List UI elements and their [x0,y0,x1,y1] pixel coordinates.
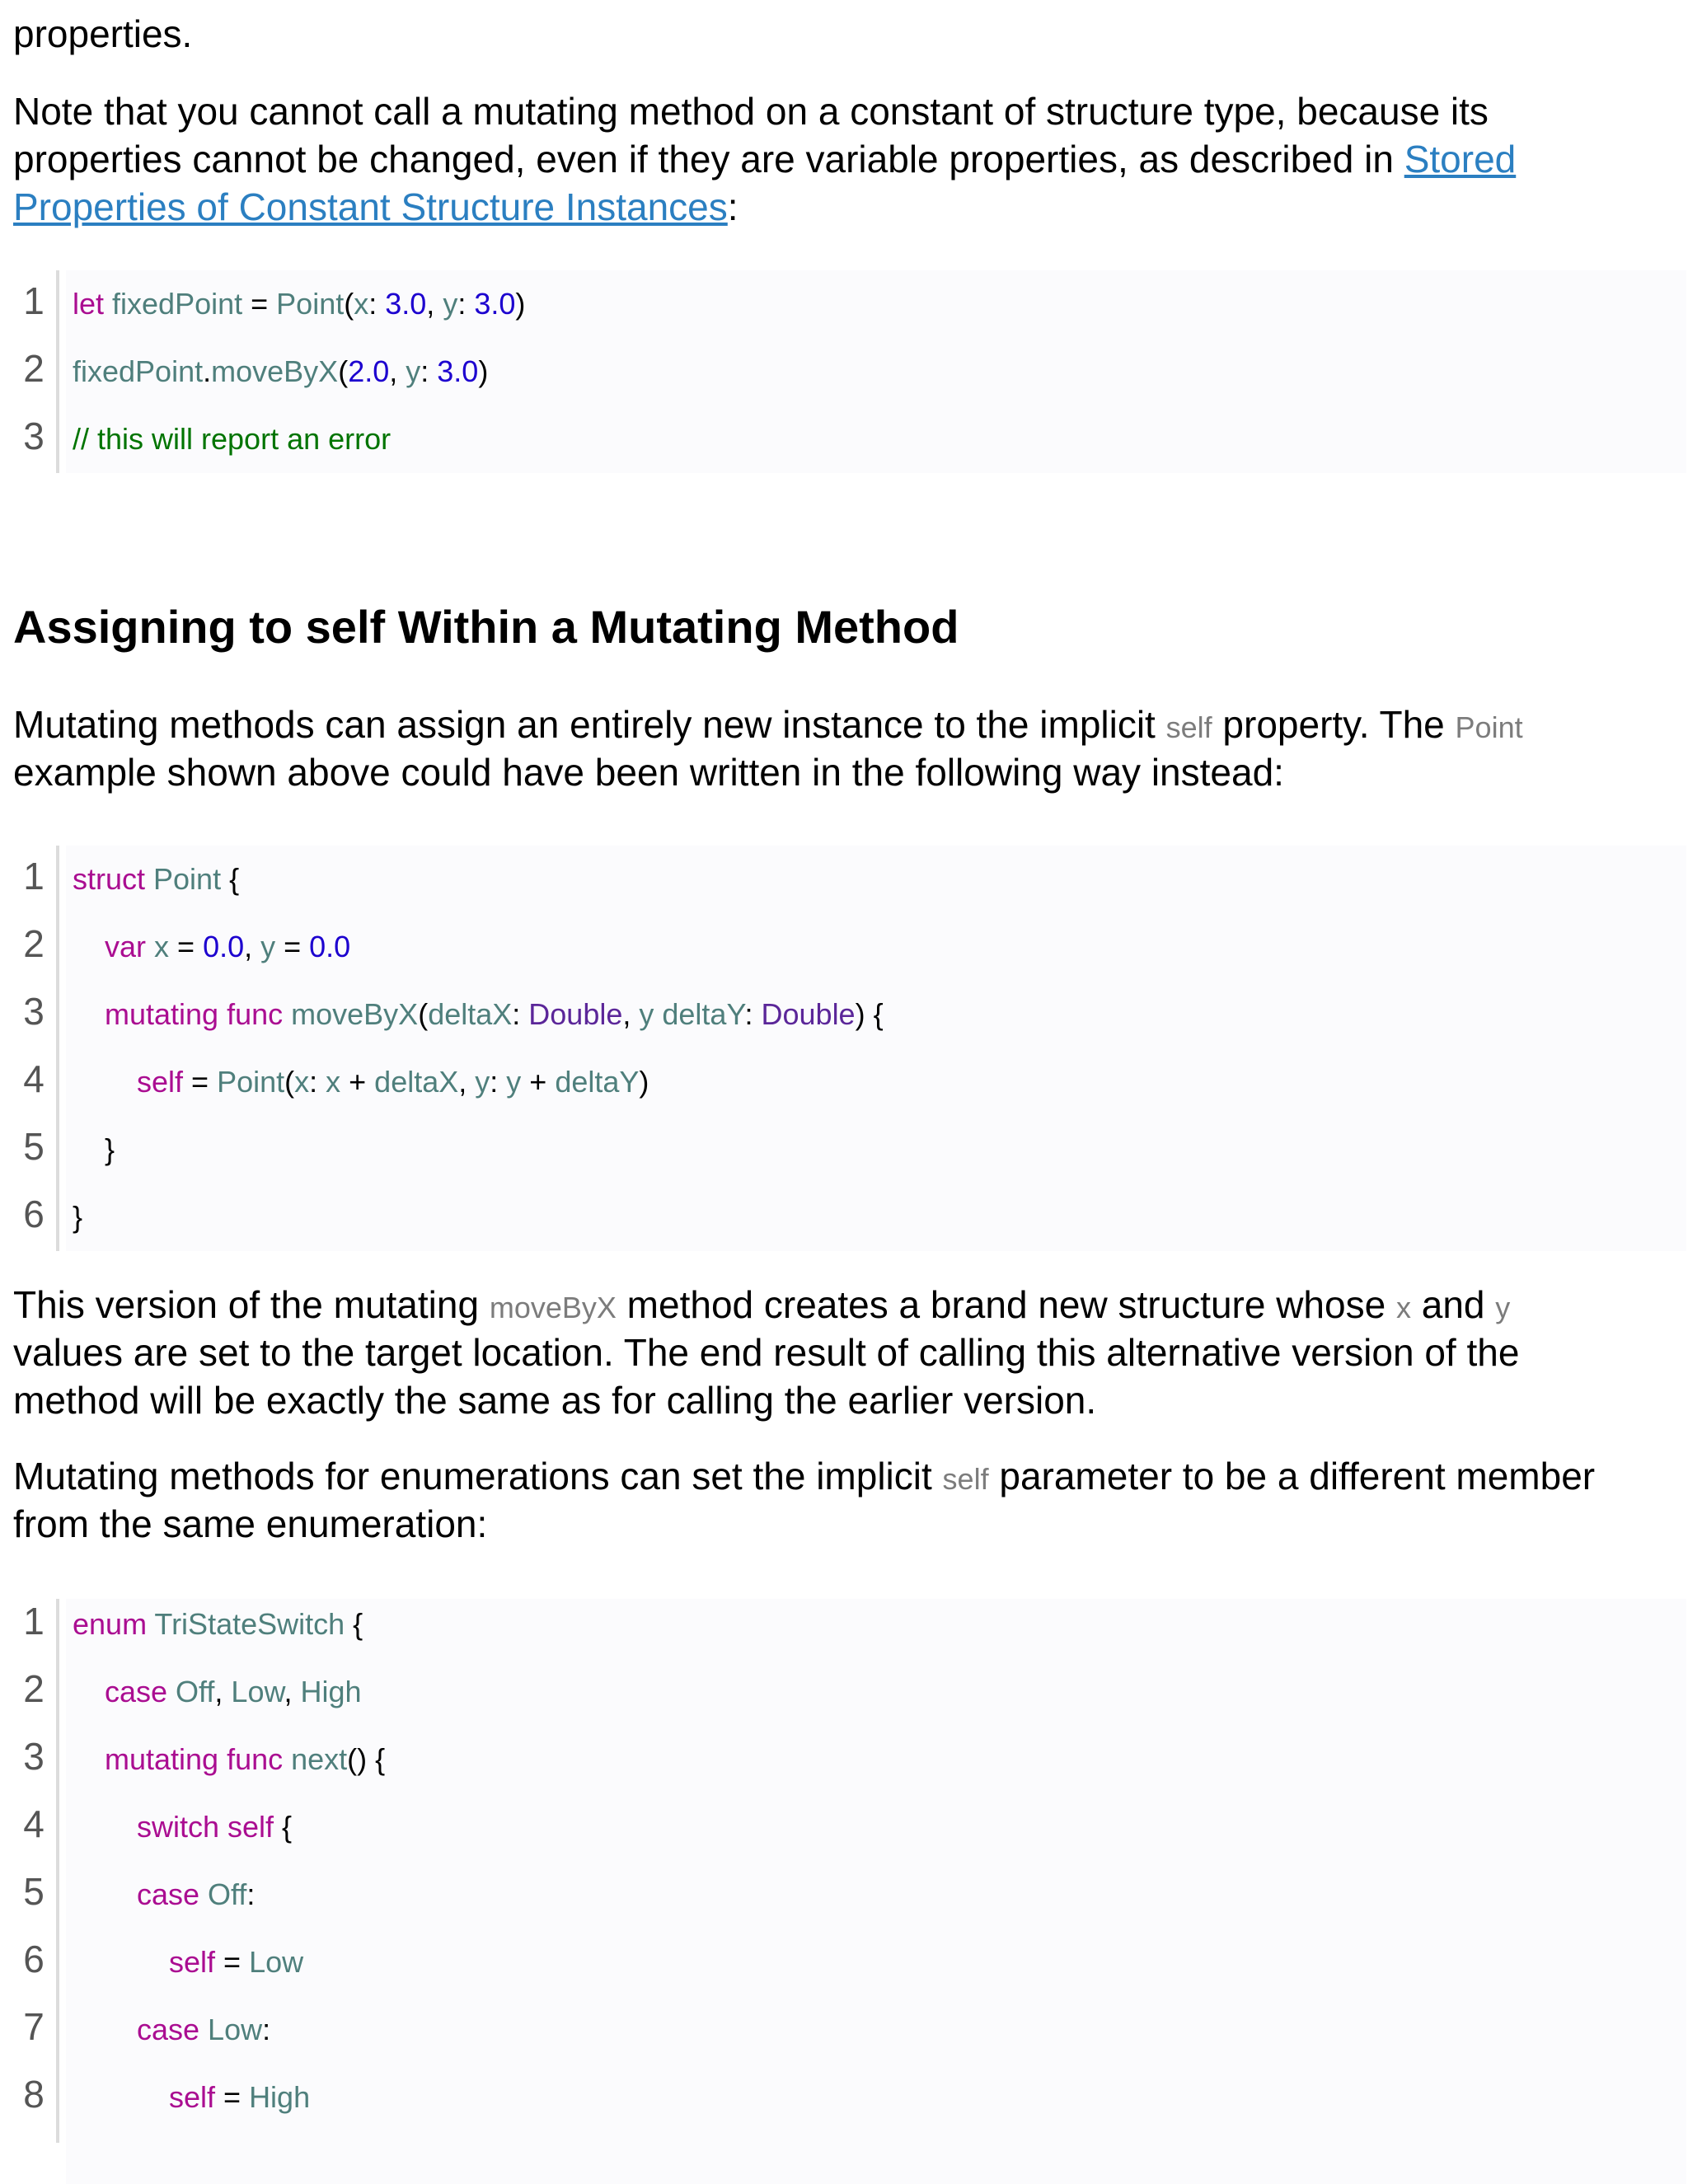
inline-code-point: Point [1455,710,1523,744]
code-token: , [244,930,261,963]
code-token: 0.0 [203,930,245,963]
code-token: : [246,1877,256,1911]
code-token: Point [145,862,222,896]
code-token: var [105,930,147,963]
inline-code-self: self [1165,710,1212,744]
code-token: self [169,2080,216,2114]
code-token: Off [167,1675,215,1708]
code-token: Point [276,287,345,321]
line-number: 2 [23,347,45,390]
code-token: + [521,1065,556,1099]
code-token: fixedPoint [104,287,243,321]
line-number: 5 [23,1870,45,1913]
code-token: { [274,1810,293,1844]
inline-code-movebyx: moveByX [489,1291,617,1324]
code-token: y deltaY [639,997,745,1031]
line-number: 1 [23,855,45,898]
code-token: deltaX [374,1065,459,1099]
code-token: moveByX [211,354,339,388]
code-token: Point [217,1065,285,1099]
paragraph-text: method creates a brand new structure whose [616,1283,1396,1326]
code-line [73,287,525,321]
code-token: mutating func [105,1742,284,1776]
code-token: + [340,1065,375,1099]
code-token: 3.0 [474,287,516,321]
code-token: , [458,1065,476,1099]
code-token: : [490,1065,507,1099]
line-number: 6 [23,1193,45,1235]
enum-paragraph-line-2: from the same enumeration: [13,1502,488,1545]
code-token: TriStateSwitch [147,1607,345,1641]
paragraph-text: property. The [1212,703,1456,746]
code-token: 3.0 [437,354,479,388]
code-token: ) [478,354,489,388]
code-token: : [457,287,475,321]
code-token: x [146,930,170,963]
code-token: y [443,287,458,321]
code-token: Off [199,1877,247,1911]
stored-properties-link-part-2[interactable]: Properties of Constant Structure Instances [13,185,728,228]
code-line [137,2013,270,2047]
code-token: , [284,1675,301,1708]
code-line [137,1065,649,1099]
code-line [169,1945,303,1980]
code-token: , [389,354,406,388]
code-token: case [105,1675,168,1708]
code-token: = [169,930,204,963]
version-paragraph-line-1 [13,1281,1510,1332]
code-token: next [283,1742,348,1776]
code-token: x [294,1065,310,1099]
code-gutter [56,1599,59,2143]
code-closing-brace: } [73,1200,83,1234]
code-token: Low [231,1675,284,1708]
code-token: { [345,1607,363,1641]
code-token: : [512,997,529,1031]
code-token: case [137,1877,200,1911]
code-token: ( [284,1065,295,1099]
code-token: let [73,287,105,321]
code-token: ( [418,997,429,1031]
code-token: High [249,2080,311,2114]
code-token: , [426,287,443,321]
code-token: x [326,1065,341,1099]
note-paragraph-line-2 [13,135,1516,183]
code-token: = [275,930,310,963]
code-token: y [260,930,276,963]
line-number: 3 [23,415,45,457]
code-token: : [420,354,438,388]
code-token: Low [199,2013,263,2046]
code-gutter [56,846,59,1251]
code-gutter [56,270,59,473]
version-paragraph-line-3: method will be exactly the same as for calling the earlier version. [13,1379,1097,1422]
paragraph-text: parameter to be a different member [988,1455,1596,1497]
version-paragraph-line-2: values are set to the target location. The end result of calling this alternative version of the [13,1331,1520,1374]
code-token: ) { [855,997,884,1031]
line-number: 2 [23,1667,45,1710]
assign-paragraph-line-2: example shown above could have been written in the following way instead: [13,751,1284,794]
code-token: case [137,2013,200,2046]
code-block-fixed-point [13,270,1686,473]
code-token: High [300,1675,362,1708]
code-token: 2.0 [348,354,390,388]
code-line [137,1810,292,1844]
note-paragraph-line-1: Note that you cannot call a mutating method on a constant of structure type, because its [13,90,1489,133]
code-token: () { [347,1742,386,1776]
code-line [105,1675,362,1709]
code-token: : [309,1065,326,1099]
line-number: 7 [23,2005,45,2048]
code-line [137,1877,255,1912]
section-heading: Assigning to self Within a Mutating Method [13,601,959,653]
code-token: struct [73,862,146,896]
code-token: ) [515,287,526,321]
code-token: = [215,2080,250,2114]
enum-paragraph-line-1 [13,1452,1595,1503]
code-token: ) [639,1065,649,1099]
code-token: = [215,1945,250,1979]
paragraph-fragment: properties. [13,12,193,55]
code-block-background [66,846,1686,1251]
code-token: deltaY [555,1065,640,1099]
code-token: self [137,1065,184,1099]
note-paragraph-line-3 [13,183,738,231]
code-line [73,862,239,897]
line-number: 3 [23,990,45,1033]
line-number: 3 [23,1735,45,1778]
paragraph-text: Mutating methods for enumerations can set the implicit [13,1455,943,1497]
code-line [73,1607,363,1642]
inline-code-self: self [942,1462,989,1496]
inline-code-y: y [1495,1291,1511,1324]
line-number: 4 [23,1802,45,1845]
code-token: enum [73,1607,148,1641]
paragraph-text: and [1410,1283,1496,1326]
code-token: y [506,1065,522,1099]
code-token: Low [249,1945,304,1979]
inline-code-x: x [1395,1291,1411,1324]
line-number: 6 [23,1938,45,1980]
code-token: , [214,1675,232,1708]
paragraph-text: This version of the mutating [13,1283,490,1326]
code-token: Double [761,997,856,1031]
code-token: = [183,1065,218,1099]
code-token: 3.0 [385,287,427,321]
line-number: 2 [23,922,45,965]
code-token: = [242,287,277,321]
code-token: switch self [137,1810,274,1844]
code-token: moveByX [283,997,419,1031]
line-number: 5 [23,1125,45,1168]
code-block-point-struct [13,846,1686,1251]
stored-properties-link-part-1[interactable]: Stored [1404,138,1517,180]
code-token: , [622,997,640,1031]
line-number: 8 [23,2073,45,2116]
code-token: . [203,354,212,388]
line-number: 1 [23,1600,45,1643]
code-line [73,354,488,389]
code-token: 0.0 [309,930,351,963]
code-token: x [354,287,369,321]
line-number: 4 [23,1057,45,1100]
note-paragraph-colon: : [727,185,738,228]
code-token: : [262,2013,271,2046]
code-token: fixedPoint [73,354,204,388]
code-token: { [221,862,240,896]
code-token: self [169,1945,216,1979]
code-block-tristate-enum [13,1599,1686,2184]
line-number: 1 [23,279,45,322]
code-closing-brace: } [105,1132,115,1166]
code-token: ( [338,354,349,388]
code-line [105,997,884,1032]
code-token: : [368,287,386,321]
code-token: y [475,1065,490,1099]
code-token: y [406,354,421,388]
code-token: ( [344,287,354,321]
code-token: mutating func [105,997,284,1031]
code-line [105,1742,385,1777]
note-paragraph-text: properties cannot be changed, even if they are variable properties, as described in [13,138,1404,180]
code-token: deltaX [428,997,513,1031]
code-token: : [744,997,762,1031]
paragraph-text: Mutating methods can assign an entirely new instance to the implicit [13,703,1166,746]
code-line [105,930,350,964]
code-line [169,2080,310,2115]
assign-paragraph-line-1 [13,701,1523,752]
code-token: Double [528,997,623,1031]
code-comment: // this will report an error [73,422,392,456]
